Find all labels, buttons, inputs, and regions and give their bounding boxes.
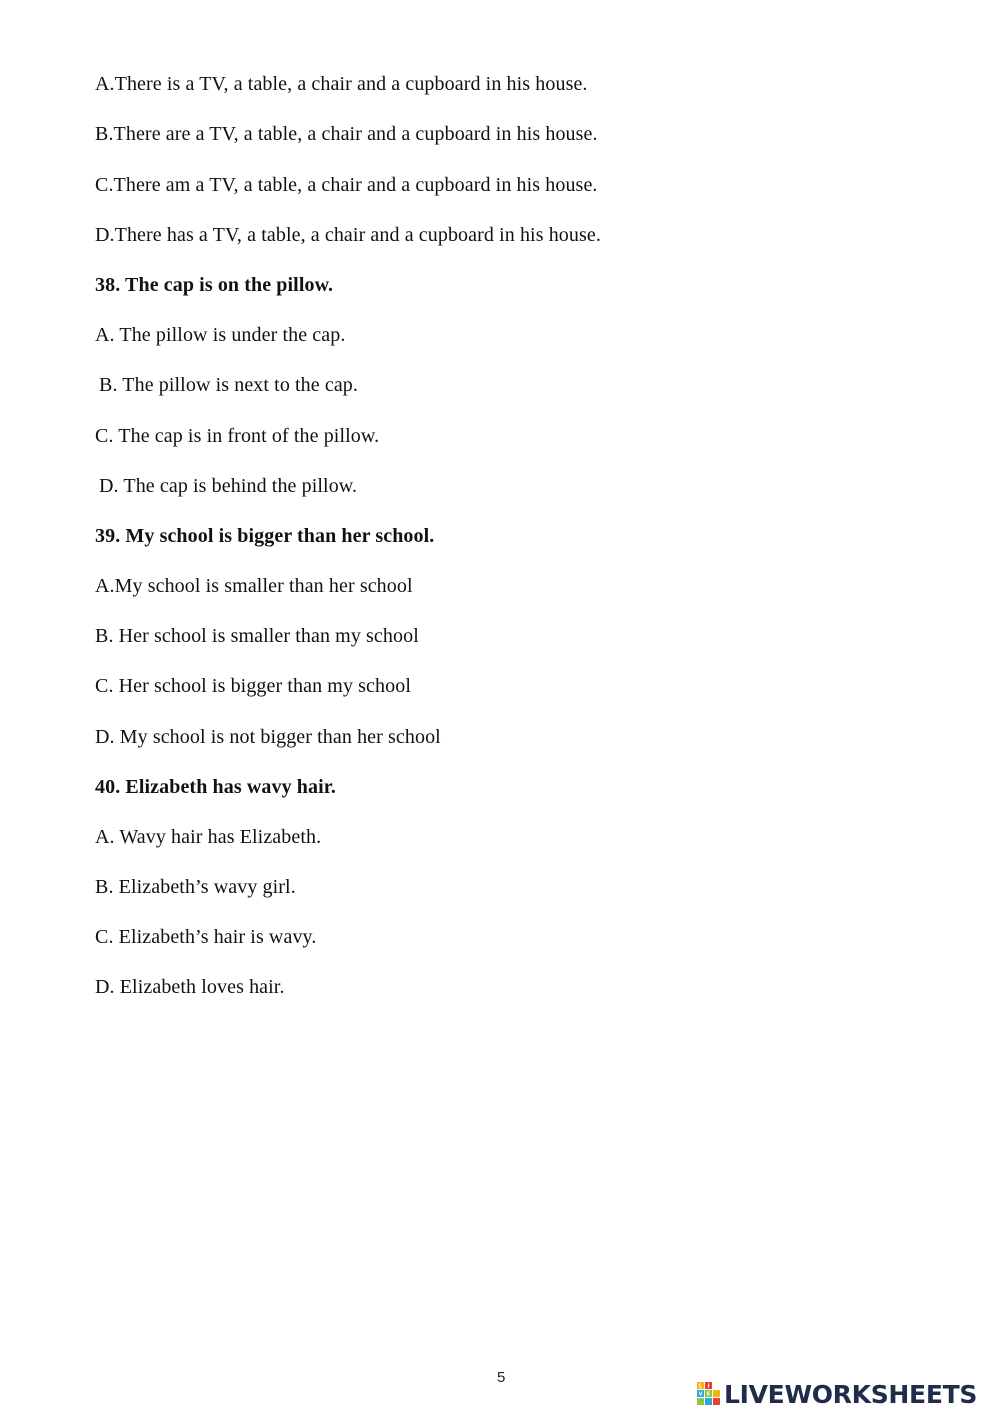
q38-option-d: D. The cap is behind the pillow.	[99, 475, 358, 497]
q38-option-b: B. The pillow is next to the cap.	[99, 374, 359, 396]
q39-option-c: C. Her school is bigger than my school	[95, 675, 411, 697]
liveworksheets-logo	[697, 1377, 977, 1411]
q37-option-c: C.There am a TV, a table, a chair and a cupboard in his house.	[95, 174, 598, 196]
logo-text: LIVEWORKSHEETS	[724, 1379, 978, 1409]
q38-prompt: 38. The cap is on the pillow.	[95, 274, 334, 296]
q40-option-b: B. Elizabeth’s wavy girl.	[95, 876, 296, 898]
q39-prompt: 39. My school is bigger than her school.	[95, 525, 435, 547]
svg-text:I: I	[707, 1383, 710, 1390]
q39-option-d: D. My school is not bigger than her school	[95, 726, 441, 748]
q37-option-a: A.There is a TV, a table, a chair and a cupboard in his house.	[95, 73, 588, 95]
q37-option-b: B.There are a TV, a table, a chair and a cupboard in his house.	[95, 123, 598, 145]
q40-option-c: C. Elizabeth’s hair is wavy.	[95, 926, 317, 948]
q37-option-d: D.There has a TV, a table, a chair and a cupboard in his house.	[95, 224, 601, 246]
q39-option-a: A.My school is smaller than her school	[95, 575, 413, 597]
page-number: 5	[497, 1369, 506, 1386]
svg-text:V: V	[698, 1391, 703, 1398]
q38-option-c: C. The cap is in front of the pillow.	[95, 425, 380, 447]
q39-option-b: B. Her school is smaller than my school	[95, 625, 419, 647]
q40-option-a: A. Wavy hair has Elizabeth.	[95, 826, 322, 848]
q40-option-d: D. Elizabeth loves hair.	[95, 976, 285, 998]
svg-text:E: E	[706, 1391, 711, 1398]
liveworksheets-logo-icon	[697, 1381, 721, 1407]
svg-text:L: L	[698, 1383, 703, 1390]
q38-option-a: A. The pillow is under the cap.	[95, 324, 346, 346]
q40-prompt: 40. Elizabeth has wavy hair.	[95, 776, 336, 798]
